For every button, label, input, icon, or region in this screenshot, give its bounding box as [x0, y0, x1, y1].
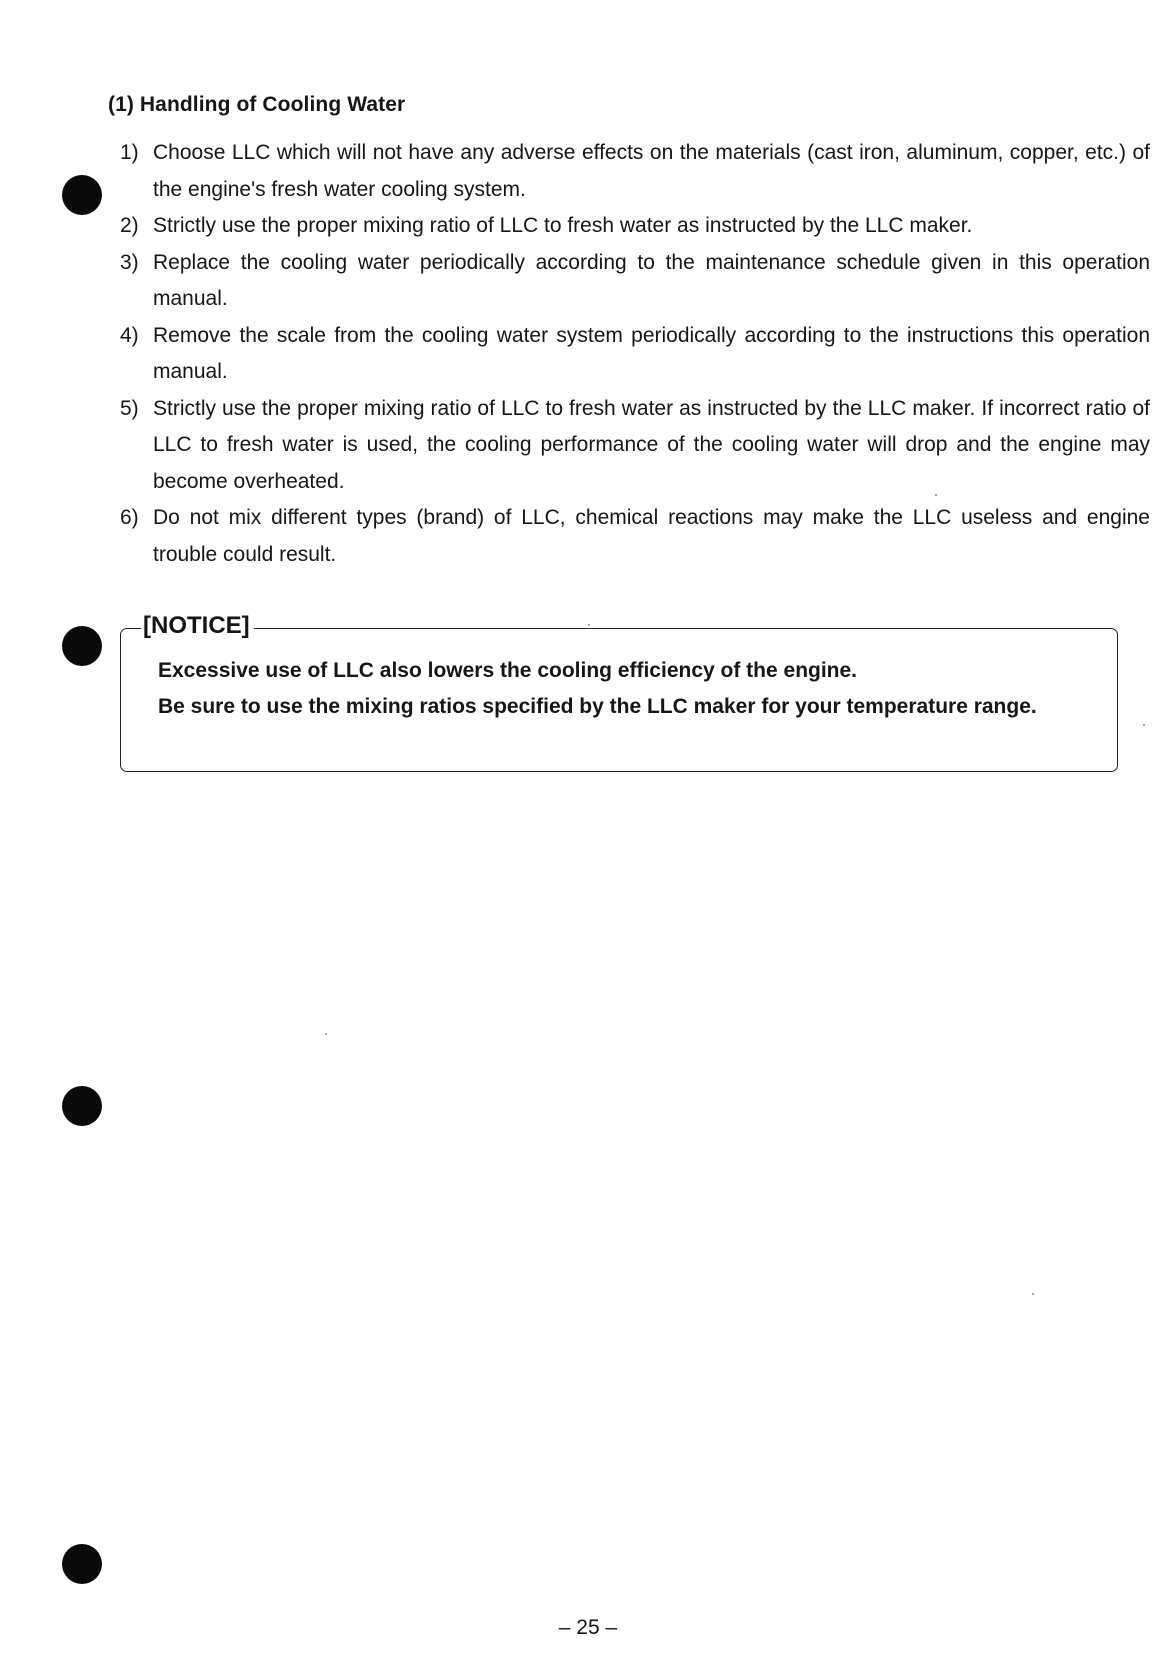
item-text: Strictly use the proper mixing ratio of LLC to fresh water as instructed by the LLC maker. If incorrect ratio of LLC to fresh water is used, the cooling performance of the cooling water will drop and the engine may become overheated.	[153, 396, 1150, 493]
item-number: 5)	[120, 396, 139, 420]
scan-speck	[325, 1033, 327, 1035]
item-text: Choose LLC which will not have any adverse effects on the materials (cast iron, aluminum, copper, etc.) of the engine's fresh water cooling system.	[153, 141, 1150, 201]
list-item	[120, 245, 1150, 318]
item-text: Remove the scale from the cooling water system periodically according to the instructions this operation manual.	[153, 323, 1150, 383]
list-item	[120, 500, 1150, 573]
scan-speck	[588, 624, 590, 626]
notice-body	[158, 653, 1058, 725]
notice-box	[120, 612, 1118, 772]
item-text: Replace the cooling water periodically according to the maintenance schedule given in this operation manual.	[153, 250, 1150, 310]
list-item	[120, 135, 1150, 208]
instruction-list	[120, 135, 1150, 573]
item-number: 1)	[120, 141, 139, 164]
notice-line: Be sure to use the mixing ratios specified by the LLC maker for your temperature range.	[158, 695, 1037, 718]
page-number: – 25 –	[558, 1616, 618, 1639]
list-item	[120, 318, 1150, 391]
item-text: Strictly use the proper mixing ratio of LLC to fresh water as instructed by the LLC maker.	[153, 214, 973, 237]
notice-line: Excessive use of LLC also lowers the cooling efficiency of the engine.	[158, 659, 858, 682]
scan-speck	[1032, 1293, 1034, 1295]
binding-hole-2	[62, 626, 102, 666]
binding-hole-4	[62, 1544, 102, 1584]
binding-hole-1	[62, 175, 102, 215]
scan-speck	[1143, 724, 1145, 726]
item-number: 4)	[120, 323, 139, 347]
list-item	[120, 208, 1150, 245]
item-number: 3)	[120, 250, 139, 274]
item-text: Do not mix different types (brand) of LLC, chemical reactions may make the LLC useless and engine trouble could result.	[153, 506, 1150, 566]
section-title: (1) Handling of Cooling Water	[108, 93, 406, 116]
notice-title: [NOTICE]	[141, 611, 254, 641]
item-number: 6)	[120, 506, 139, 529]
binding-hole-3	[62, 1086, 102, 1126]
list-item	[120, 391, 1150, 501]
item-number: 2)	[120, 214, 139, 237]
